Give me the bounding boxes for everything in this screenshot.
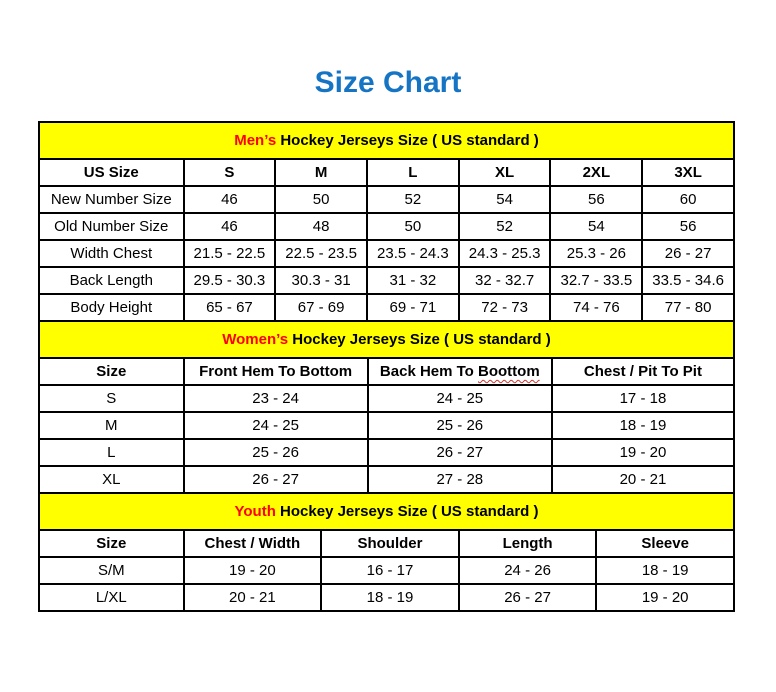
table-row: [39, 385, 734, 412]
size-value-cell: 26 - 27: [368, 439, 552, 466]
mens-section-accent: Men’s: [234, 132, 277, 149]
womens-column-header-row: [39, 358, 734, 385]
size-value-cell: 72 - 73: [459, 294, 551, 321]
table-row: [39, 439, 734, 466]
size-value-cell: 46: [184, 213, 276, 240]
column-header: Chest / Pit To Pit: [552, 358, 734, 385]
size-value-cell: 19 - 20: [596, 584, 734, 611]
size-value-cell: 25.3 - 26: [550, 240, 642, 267]
size-value-cell: 27 - 28: [368, 466, 552, 493]
size-value-cell: 50: [275, 186, 367, 213]
row-label: XL: [39, 466, 184, 493]
column-header: 3XL: [642, 159, 734, 186]
row-label: S: [39, 385, 184, 412]
youth-column-header-row: [39, 530, 734, 557]
size-value-cell: 23.5 - 24.3: [367, 240, 459, 267]
size-table-youth: [38, 492, 735, 612]
size-value-cell: 20 - 21: [184, 584, 322, 611]
row-label: M: [39, 412, 184, 439]
column-header: Shoulder: [321, 530, 459, 557]
size-value-cell: 74 - 76: [550, 294, 642, 321]
column-header: M: [275, 159, 367, 186]
table-row: [39, 412, 734, 439]
size-value-cell: 20 - 21: [552, 466, 734, 493]
column-header: 2XL: [550, 159, 642, 186]
size-chart-tables: [38, 121, 735, 612]
size-value-cell: 24 - 25: [184, 412, 368, 439]
size-value-cell: 65 - 67: [184, 294, 276, 321]
size-value-cell: 23 - 24: [184, 385, 368, 412]
size-value-cell: 69 - 71: [367, 294, 459, 321]
row-label: New Number Size: [39, 186, 184, 213]
column-header: Front Hem To Bottom: [184, 358, 368, 385]
size-value-cell: 26 - 27: [642, 240, 734, 267]
size-value-cell: 54: [550, 213, 642, 240]
mens-column-header-row: [39, 159, 734, 186]
row-label: L: [39, 439, 184, 466]
table-row: [39, 213, 734, 240]
column-header: Sleeve: [596, 530, 734, 557]
column-header: XL: [459, 159, 551, 186]
size-value-cell: 56: [550, 186, 642, 213]
size-value-cell: 19 - 20: [184, 557, 322, 584]
column-header: Length: [459, 530, 597, 557]
column-header: US Size: [39, 159, 184, 186]
size-value-cell: 24.3 - 25.3: [459, 240, 551, 267]
size-value-cell: 32.7 - 33.5: [550, 267, 642, 294]
table-row: [39, 557, 734, 584]
column-header: S: [184, 159, 276, 186]
row-label: Body Height: [39, 294, 184, 321]
size-value-cell: 50: [367, 213, 459, 240]
size-value-cell: 52: [459, 213, 551, 240]
size-value-cell: 30.3 - 31: [275, 267, 367, 294]
table-row: [39, 466, 734, 493]
row-label: Old Number Size: [39, 213, 184, 240]
size-table-mens: [38, 121, 735, 322]
row-label: L/XL: [39, 584, 184, 611]
size-value-cell: 17 - 18: [552, 385, 734, 412]
youth-section-accent: Youth: [234, 503, 276, 520]
size-value-cell: 18 - 19: [552, 412, 734, 439]
table-row: [39, 294, 734, 321]
misspelled-word: Boottom: [478, 363, 540, 380]
size-value-cell: 77 - 80: [642, 294, 734, 321]
size-value-cell: 26 - 27: [459, 584, 597, 611]
mens-section-header: [39, 122, 734, 159]
column-header: Size: [39, 530, 184, 557]
youth-section-rest: Hockey Jerseys Size ( US standard ): [275, 503, 539, 520]
size-value-cell: 25 - 26: [368, 412, 552, 439]
size-value-cell: 26 - 27: [184, 466, 368, 493]
size-value-cell: 67 - 69: [275, 294, 367, 321]
mens-section-rest: Hockey Jerseys Size ( US standard ): [276, 132, 539, 149]
size-value-cell: 56: [642, 213, 734, 240]
table-row: [39, 584, 734, 611]
size-table-womens: [38, 320, 735, 494]
size-value-cell: 52: [367, 186, 459, 213]
size-value-cell: 18 - 19: [596, 557, 734, 584]
page-title: Size Chart: [314, 66, 462, 99]
row-label: S/M: [39, 557, 184, 584]
column-header: Size: [39, 358, 184, 385]
size-value-cell: 18 - 19: [321, 584, 459, 611]
womens-section-accent: Women’s: [222, 331, 289, 348]
size-value-cell: 33.5 - 34.6: [642, 267, 734, 294]
size-value-cell: 32 - 32.7: [459, 267, 551, 294]
row-label: Width Chest: [39, 240, 184, 267]
size-value-cell: 31 - 32: [367, 267, 459, 294]
row-label: Back Length: [39, 267, 184, 294]
table-row: [39, 186, 734, 213]
size-value-cell: 54: [459, 186, 551, 213]
header-text: Back Hem To: [379, 363, 479, 380]
size-value-cell: 21.5 - 22.5: [184, 240, 276, 267]
size-value-cell: 46: [184, 186, 276, 213]
size-value-cell: 16 - 17: [321, 557, 459, 584]
table-row: [39, 267, 734, 294]
size-value-cell: 60: [642, 186, 734, 213]
column-header: L: [367, 159, 459, 186]
size-value-cell: 24 - 25: [368, 385, 552, 412]
size-value-cell: 19 - 20: [552, 439, 734, 466]
womens-section-header: [39, 321, 734, 358]
size-value-cell: 25 - 26: [184, 439, 368, 466]
column-header: Chest / Width: [184, 530, 322, 557]
table-row: [39, 240, 734, 267]
size-value-cell: 24 - 26: [459, 557, 597, 584]
size-value-cell: 48: [275, 213, 367, 240]
size-value-cell: 29.5 - 30.3: [184, 267, 276, 294]
youth-section-header: [39, 493, 734, 530]
size-value-cell: 22.5 - 23.5: [275, 240, 367, 267]
column-header-misspelled: [368, 358, 552, 385]
womens-section-rest: Hockey Jerseys Size ( US standard ): [288, 331, 551, 348]
